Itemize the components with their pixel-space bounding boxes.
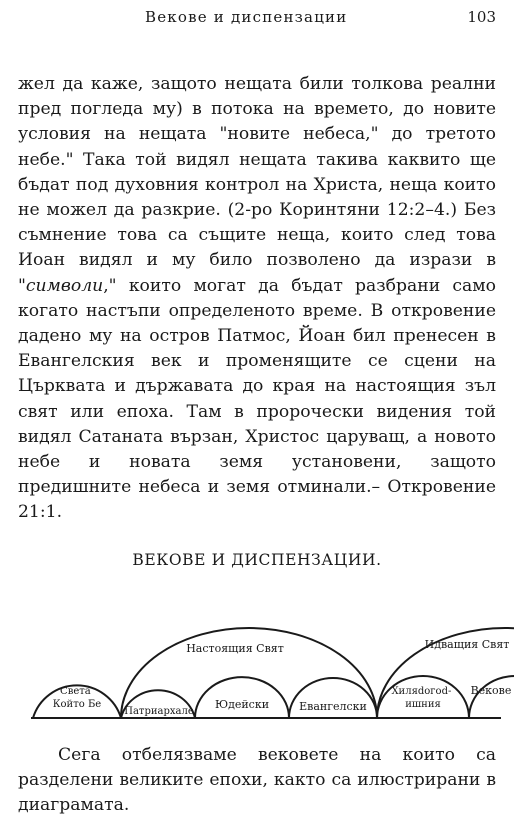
arc-millennial-age [377, 676, 469, 718]
label-millennial-age-l2: ишния [405, 699, 441, 710]
ages-diagram [25, 590, 512, 730]
label-jewish-age: Юдейски [214, 698, 270, 711]
label-world-that-was-l2: Който Бе [52, 699, 102, 710]
body-paragraph [18, 72, 496, 526]
section-heading: ВЕКОВЕ И ДИСПЕНЗАЦИИ. [132, 551, 382, 569]
label-world-to-come: Идващия Свят [424, 638, 510, 651]
running-head: Векове и диспензации [145, 8, 348, 26]
label-world-that-was-l1: Света [60, 686, 91, 697]
label-millennial-age [391, 686, 454, 710]
label-ages-to-come: Векове [470, 684, 512, 697]
italic-word-symbols: символи [25, 275, 104, 296]
arc-ages-to-come [469, 676, 514, 718]
body-text-part-2: ," които могат да бъдат разбрани само когато настъпи определеното време. В откровение дадено му на остров Патмос, Йоан бил пренесен в Евангелския век и променящите се сцени на Църквата и държавата до края на настоящия зъл свят или епоха. Там в пророчески видения той видял Сатаната вързан, Христос царуващ, а новото небе и новата земя установени, защото предишните небеса и земя отминали.– Откровение 21:1. [18, 275, 496, 523]
label-gospel-age: Евангелски [299, 700, 367, 713]
page-number: 103 [467, 8, 496, 26]
label-millennial-age-l1: Хиляdогоd- [391, 686, 452, 697]
label-present-world: Настоящия Свят [186, 642, 284, 655]
body-text-part-1: жел да каже, защото нещата били толкова реални пред погледа му) в потока на времето, до новите условия на нещата "новите небеса," до третото небе." Така той видял нещата такива каквито ще бъдат под духовния контрол на Христа, неща които не можел да разкрие. (2-ро Коринтяни 12:2–4.) Без съмнение това са същите неща, които след това Иоан видял и му било позволено да изрази в " [18, 74, 496, 296]
caption-text: Сега отбелязваме вековете на които са разделени великите епохи, както са илюстрирани в диаграмата. [18, 745, 496, 816]
label-patriarchal-age: Патриархалe [124, 706, 194, 717]
caption-paragraph [18, 743, 496, 819]
